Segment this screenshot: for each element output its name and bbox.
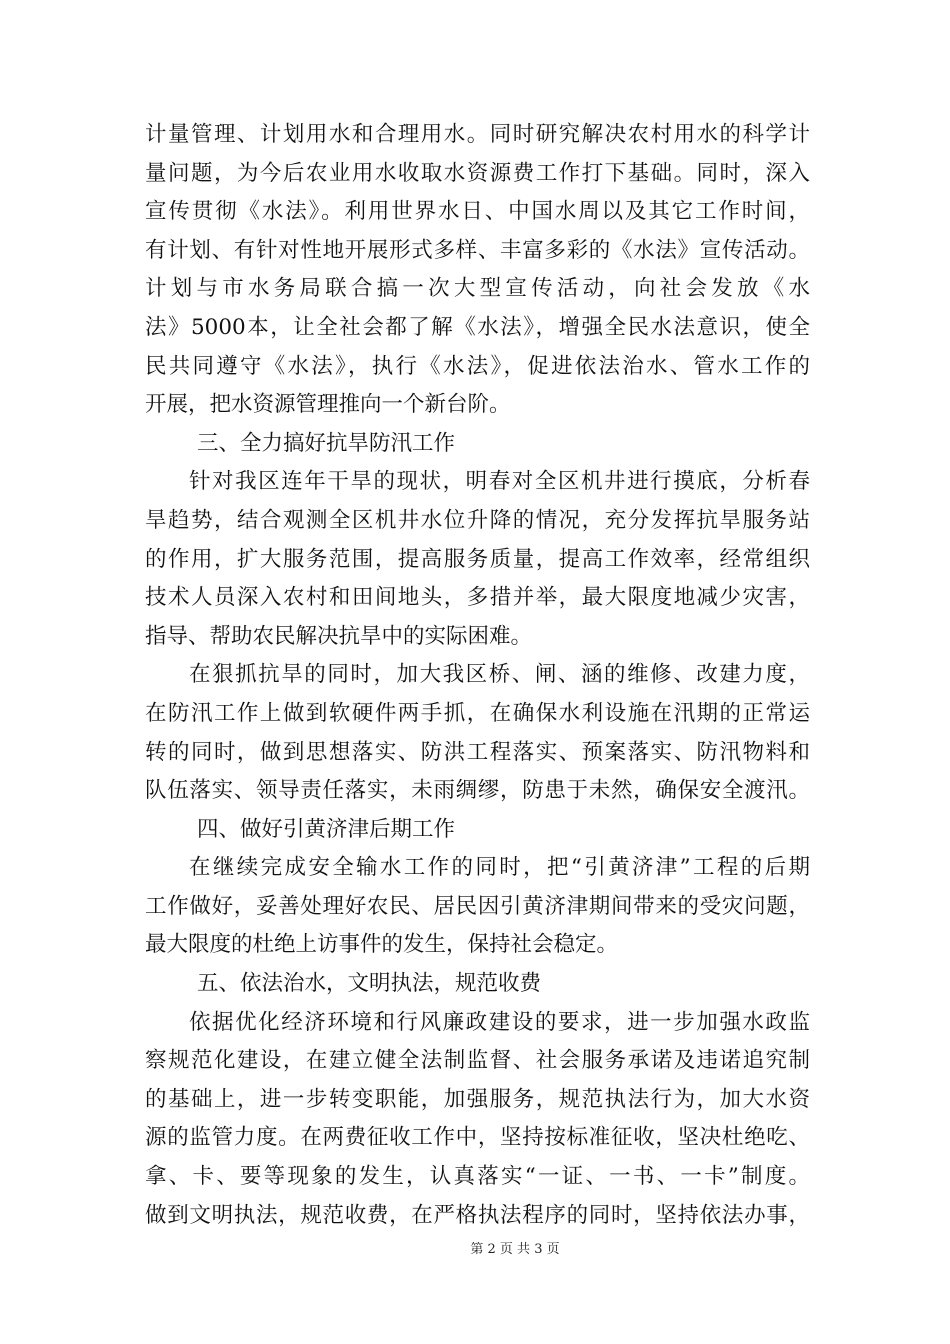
paragraph-water-law-publicity (145, 116, 810, 425)
text-line: 的作用，扩大服务范围，提高服务质量，提高工作效率，经常组织 (145, 546, 810, 572)
paragraph-drought-relief (145, 463, 810, 656)
paragraph-flood-control (145, 656, 810, 810)
paragraph-lawful-management (145, 1004, 810, 1236)
text-line: 针对我区连年干旱的现状，明春对全区机井进行摸底，分析春 (189, 469, 810, 495)
text-line: 旱趋势，结合观测全区机井水位升降的情况，充分发挥抗旱服务站 (145, 507, 810, 533)
text-line: 开展，把水资源管理推向一个新台阶。 (145, 392, 511, 418)
text-line: 工作做好，妥善处理好农民、居民因引黄济津期间带来的受灾问题， (145, 893, 810, 919)
text-line: 技术人员深入农村和田间地头，多措并举，最大限度地减少灾害， (145, 585, 810, 611)
text-line: 宣传贯彻《水法》。利用世界水日、中国水周以及其它工作时间， (145, 199, 810, 225)
text-line: 在防汛工作上做到软硬件两手抓，在确保水利设施在汛期的正常运 (145, 700, 810, 726)
text-line: 做到文明执法，规范收费，在严格执法程序的同时，坚持依法办事， (145, 1202, 810, 1228)
text-line: 法》5000本，让全社会都了解《水法》，增强全民水法意识，使全 (145, 314, 810, 340)
paragraph-diversion-follow-up (145, 849, 810, 965)
text-line: 在狠抓抗旱的同时，加大我区桥、闸、涵的维修、改建力度， (189, 662, 810, 688)
text-line: 最大限度的杜绝上访事件的发生，保持社会稳定。 (145, 932, 619, 958)
section-heading-lawful-management: 五、依法治水，文明执法，规范收费 (197, 971, 542, 997)
text-line: 拿、卡、要等现象的发生，认真落实“一证、一书、一卡”制度。 (145, 1164, 810, 1190)
text-line: 量问题，为今后农业用水收取水资源费工作打下基础。同时，深入 (145, 160, 810, 186)
text-line: 计划与市水务局联合搞一次大型宣传活动，向社会发放《水 (145, 276, 810, 302)
text-line: 依据优化经济环境和行风廉政建设的要求，进一步加强水政监 (189, 1009, 810, 1035)
text-line: 源的监管力度。在两费征收工作中，坚持按标准征收，坚决杜绝吃、 (145, 1125, 810, 1151)
page-number: 第 2 页 共 3 页 (470, 1242, 560, 1257)
text-line: 有计划、有针对性地开展形式多样、丰富多彩的《水法》宣传活动。 (145, 237, 810, 263)
text-line: 计量管理、计划用水和合理用水。同时研究解决农村用水的科学计 (145, 122, 810, 147)
section-heading-drought-flood: 三、全力搞好抗旱防汛工作 (197, 430, 456, 456)
section-heading-yellow-river-diversion: 四、做好引黄济津后期工作 (197, 816, 456, 842)
text-line: 转的同时，做到思想落实、防洪工程落实、预案落实、防汛物料和 (145, 739, 810, 765)
text-line: 的基础上，进一步转变职能，加强服务，规范执法行为，加大水资 (145, 1086, 810, 1112)
text-line: 在继续完成安全输水工作的同时，把“引黄济津”工程的后期 (189, 855, 810, 881)
text-line: 队伍落实、领导责任落实，未雨绸缪，防患于未然，确保安全渡汛。 (145, 778, 810, 804)
text-line: 察规范化建设，在建立健全法制监督、社会服务承诺及违诺追究制 (145, 1048, 810, 1074)
document-body (145, 116, 810, 1235)
text-line: 指导、帮助农民解决抗旱中的实际困难。 (145, 623, 533, 649)
text-line: 民共同遵守《水法》，执行《水法》，促进依法治水、管水工作的 (145, 353, 810, 379)
